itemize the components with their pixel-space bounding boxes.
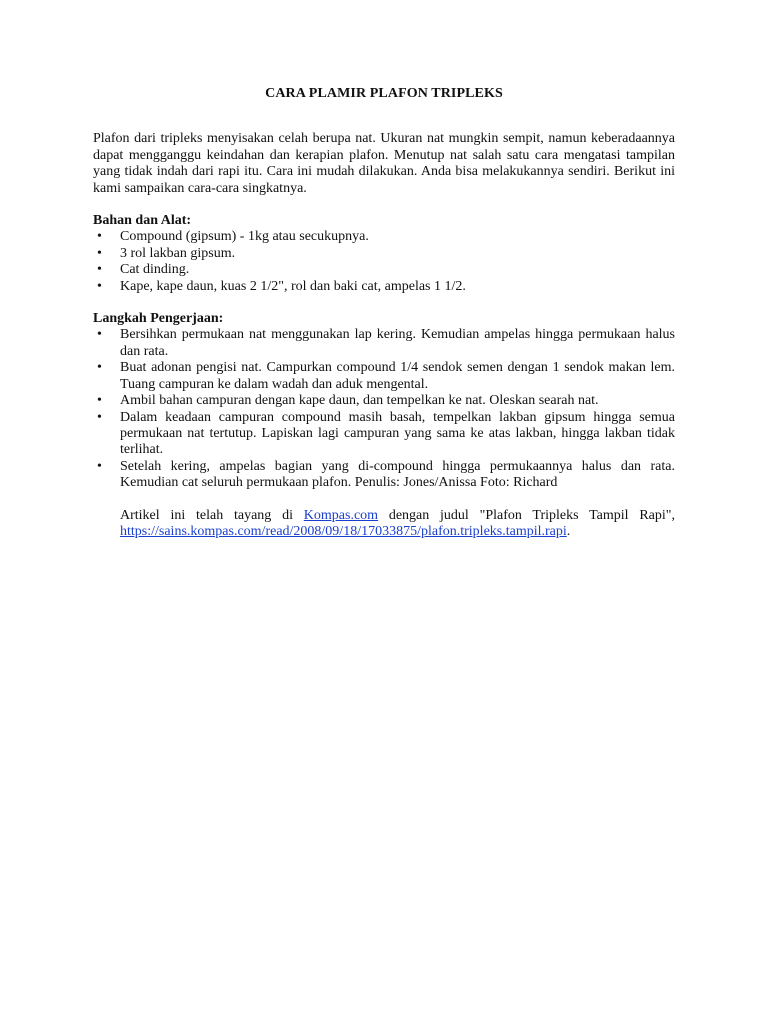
bullet-icon: •: [97, 245, 102, 261]
list-item-text: 3 rol lakban gipsum.: [120, 245, 236, 261]
list-item-text: Ambil bahan campuran dengan kape daun, dan tempelkan ke nat. Oleskan searah nat.: [120, 393, 599, 409]
list-item-text: Dalam keadaan campuran compound masih basah, tempelkan lakban gipsum hingga semua permukaan nat tertutup. Lapiskan lagi campuran yang sama ke atas lakban, hingga lakban tidak terlihat.: [120, 409, 675, 458]
bullet-icon: •: [97, 229, 102, 245]
article-url-link[interactable]: https://sains.kompas.com/read/2008/09/18/17033875/plafon.tripleks.tampil.rapi: [120, 523, 567, 539]
list-item-text: Bersihkan permukaan nat menggunakan lap kering. Kemudian ampelas hingga permukaan halus dan rata.: [120, 327, 675, 359]
kompas-link[interactable]: Kompas.com: [303, 507, 379, 523]
list-item: [93, 246, 675, 262]
bullet-icon: •: [97, 409, 102, 425]
steps-list: [93, 327, 675, 491]
list-item: [93, 262, 675, 278]
bullet-icon: •: [97, 393, 102, 409]
source-prefix: Artikel ini telah tayang di: [120, 507, 304, 523]
document-title: CARA PLAMIR PLAFON TRIPLEKS: [265, 86, 503, 101]
list-item: [93, 327, 675, 360]
list-item: [93, 279, 675, 295]
list-item: [93, 410, 675, 459]
bullet-icon: •: [97, 458, 102, 474]
list-item-text: Cat dinding.: [120, 262, 190, 278]
source-attribution: [120, 508, 675, 541]
bullet-icon: •: [97, 278, 102, 294]
materials-heading: Bahan dan Alat:: [93, 213, 192, 229]
list-item-text: Kape, kape daun, kuas 2 1/2", rol dan baki cat, ampelas 1 1/2.: [120, 278, 466, 294]
intro-paragraph: Plafon dari tripleks menyisakan celah berupa nat. Ukuran nat mungkin sempit, namun keberadaannya dapat mengganggu keindahan dan kerapian plafon. Menutup nat salah satu cara mengatasi tampilan yang tidak indah dari rapi itu. Cara ini mudah dilakukan. Anda bisa melakukannya sendiri. Berikut ini kami sampaikan cara-cara singkatnya.: [93, 131, 675, 196]
list-item-text: Setelah kering, ampelas bagian yang di-compound hingga permukaannya halus dan rata. Kemudian cat seluruh permukaan plafon. Penulis: Jones/Anissa Foto: Richard: [120, 458, 675, 491]
bullet-icon: •: [97, 327, 102, 343]
list-item-text: Buat adonan pengisi nat. Campurkan compound 1/4 sendok semen dengan 1 sendok makan lem. Tuang campuran ke dalam wadah dan aduk mengental.: [120, 360, 675, 392]
list-item: [93, 459, 675, 492]
bullet-icon: •: [97, 360, 102, 376]
steps-heading: Langkah Pengerjaan:: [93, 311, 224, 327]
list-item: [93, 360, 675, 393]
list-item-text: Compound (gipsum) - 1kg atau secukupnya.: [120, 229, 369, 245]
list-item: [93, 393, 675, 409]
source-middle: dengan judul "Plafon Tripleks Tampil Rapi",: [378, 507, 675, 523]
bullet-icon: •: [97, 262, 102, 278]
source-suffix: .: [566, 523, 571, 539]
materials-list: [93, 229, 675, 295]
list-item: [93, 229, 675, 245]
